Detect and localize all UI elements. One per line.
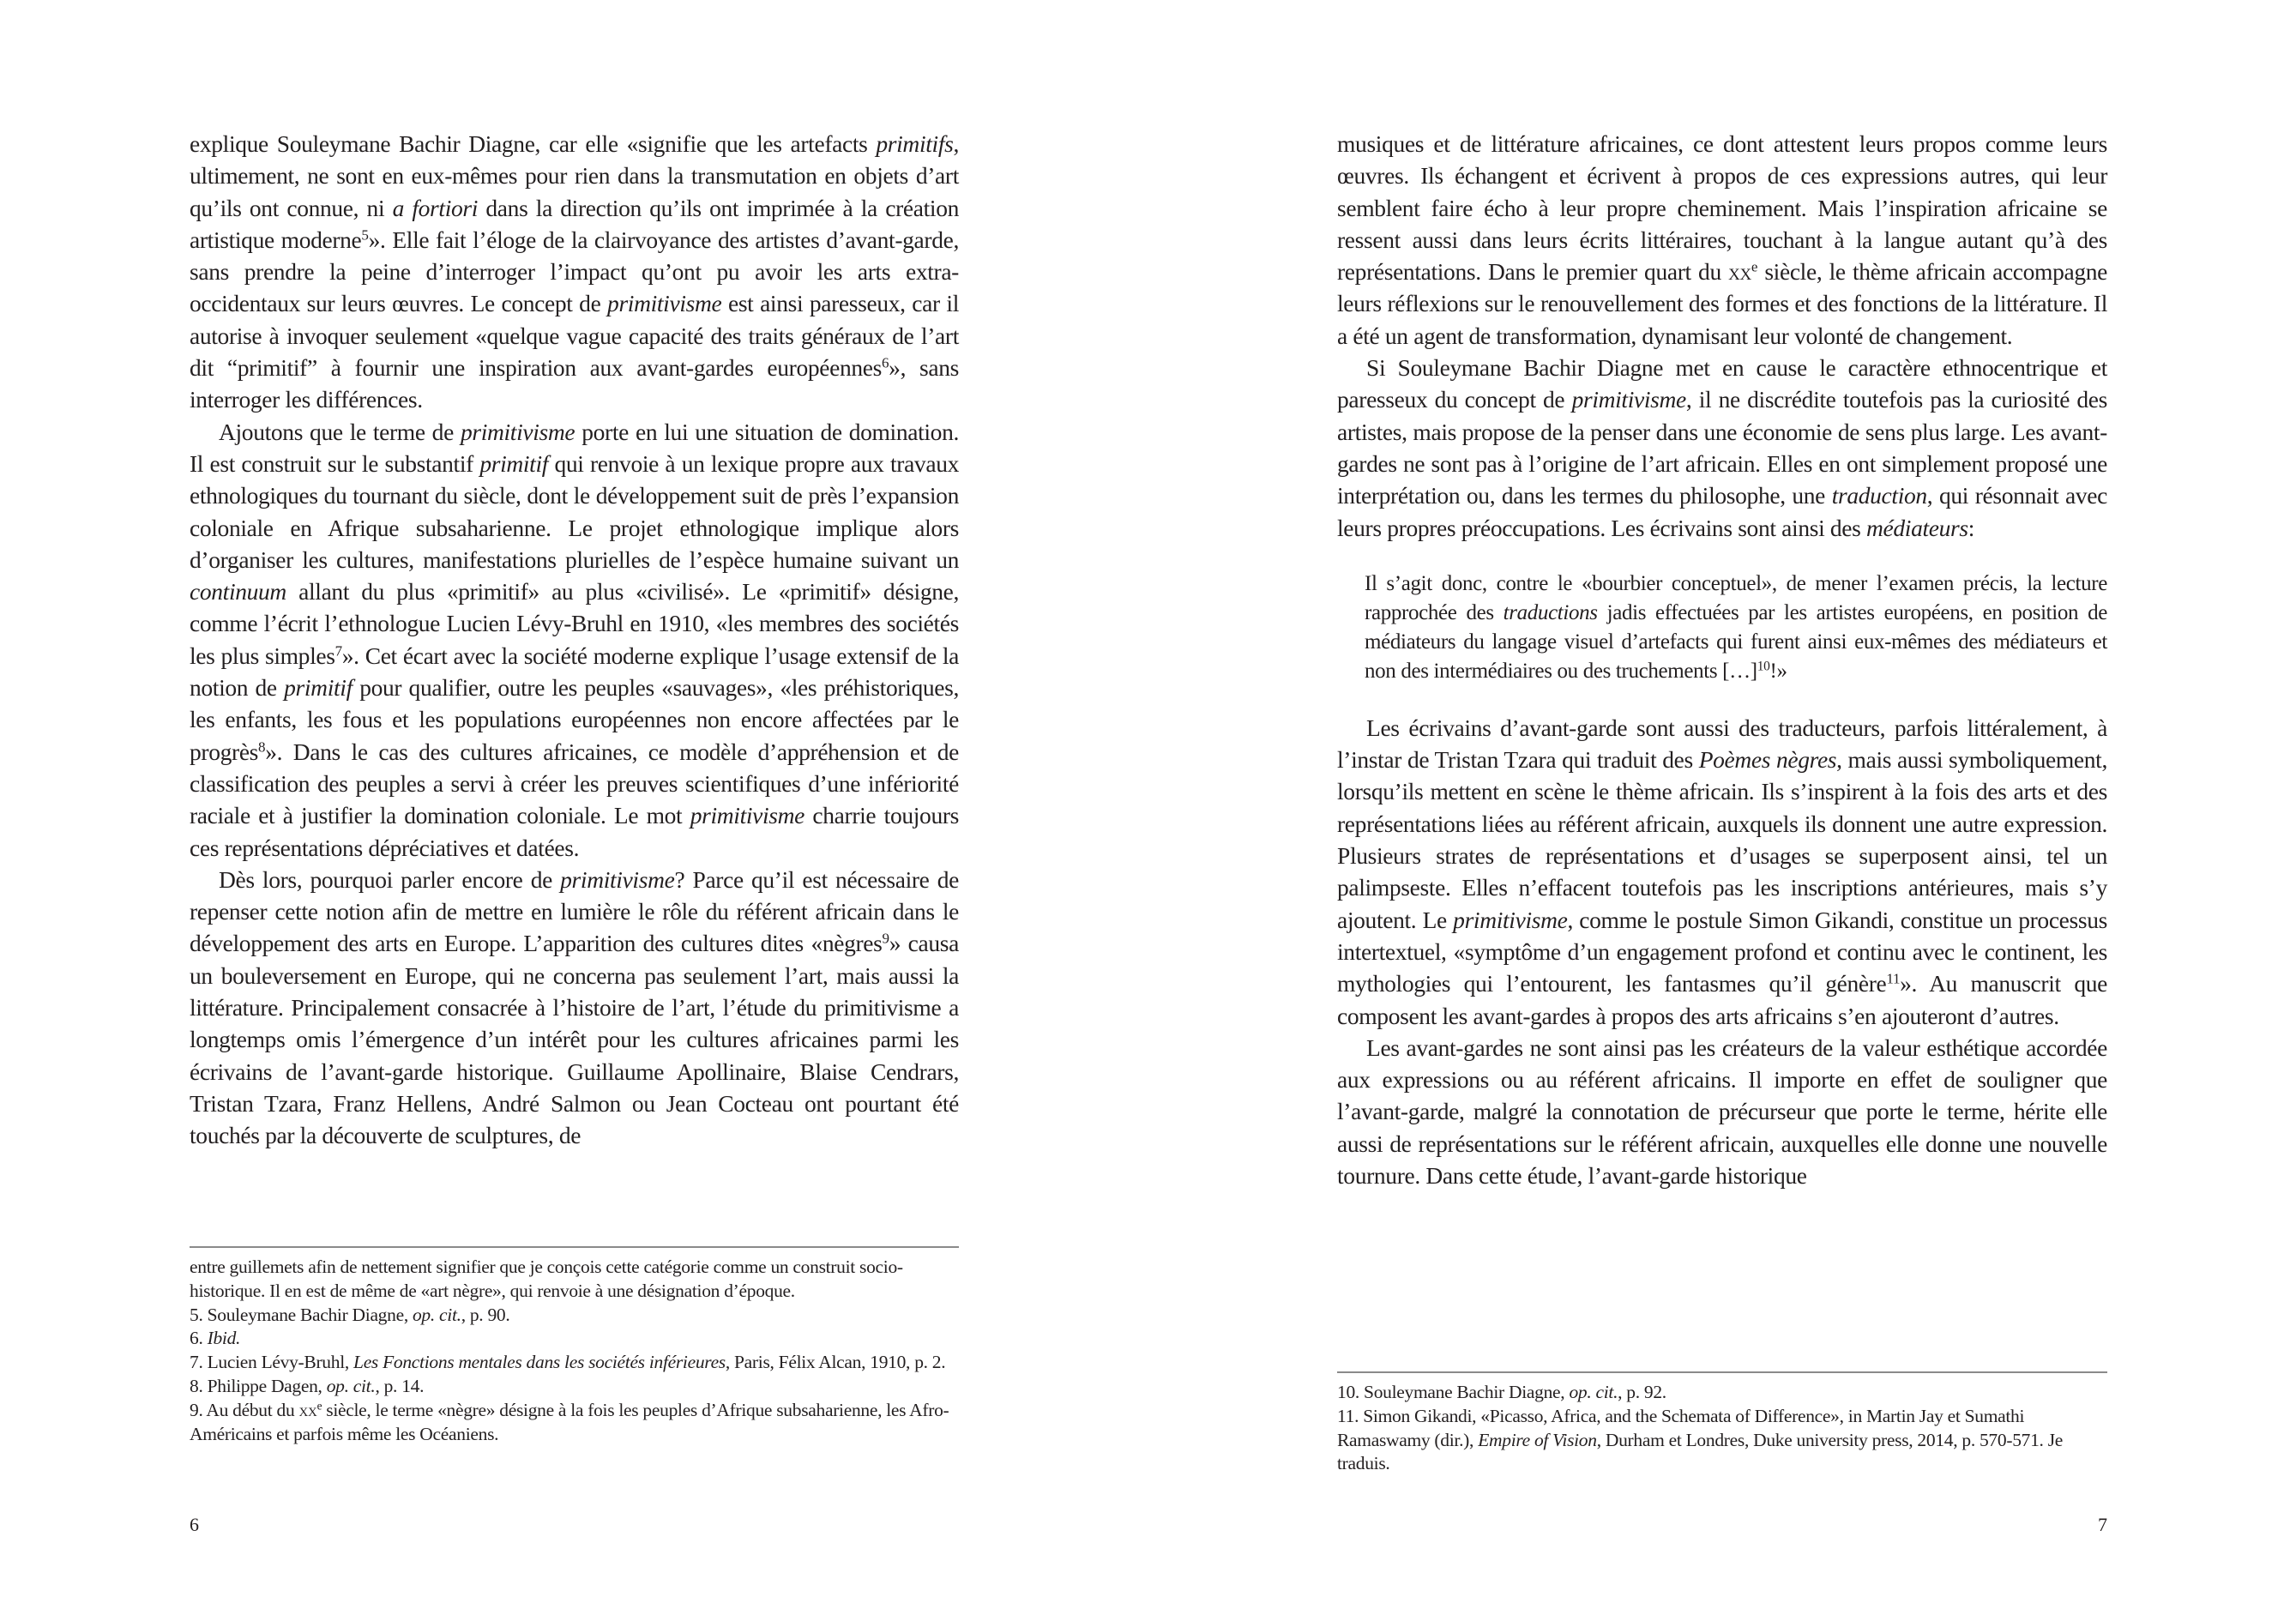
italic-text: Les Fonctions mentales dans les sociétés inférieures — [353, 1352, 726, 1373]
text-run: , mais aussi symboliquement, lorsqu’ils mettent en scène le thème africain. Ils s’inspirent à la fois des arts et des représentations liées au référent africain, auxquels ils donnent une autre expression. Plusieurs strates de représentations et d’usages se superposent ainsi, tel un palimpseste. Elles n’effacent toutefois pas les inscriptions antérieures, mais s’y ajoutent. Le — [1337, 746, 2107, 933]
italic-text: primitivisme — [560, 865, 675, 893]
footnote — [1337, 1405, 2107, 1476]
footnote — [190, 1304, 959, 1328]
text-run: jadis effectuées par les artistes européens, en position de médiateurs du langage visuel d’artefacts qui furent ainsi eux-mêmes des médiateurs et non des intermédiaires ou des truchements […] — [1365, 600, 2107, 683]
left-body-text — [190, 128, 959, 1152]
paragraph — [190, 416, 959, 864]
text-run: , Durham et Londres, Duke university press, 2014, p. 570-571. Je traduis. — [1337, 1429, 2064, 1474]
text-run: , il ne discrédite toutefois pas la curiosité des artistes, mais propose de la penser dans une économie de sens plus large. Les avant-gardes ne sont pas à l’origine de l’art africain. Elles en ont simplement proposé une interprétation ou, dans les termes du philosophe, une — [1337, 386, 2107, 509]
text-run: , ultimement, ne sont en eux-mêmes pour rien dans la transmutation en objets d’art qu’ils ont connue, ni — [190, 130, 959, 221]
italic-text: op. cit. — [412, 1304, 461, 1325]
left-text-column — [190, 0, 959, 1621]
text-run: pour qualifier, outre les peuples «sauvages», «les préhistoriques, les enfants, les fous et les populations européennes non encore affectées par le progrès — [190, 674, 959, 765]
text-run: Ajoutons que le terme de — [219, 418, 461, 445]
text-run: Les écrivains d’avant-garde sont aussi des traducteurs, parfois littéralement, à l’instar de Tristan Tzara qui traduit des — [1337, 714, 2107, 774]
italic-text: Poèmes nègres — [1698, 746, 1837, 774]
footnote-ref: e — [1751, 258, 1758, 275]
italic-text: Empire of Vision — [1478, 1429, 1597, 1450]
right-body-text — [1337, 128, 2107, 1191]
text-run: ». Elle fait l’éloge de la clairvoyance des artistes d’avant-garde, sans prendre la peine d’interroger l’impact qu’ont pu avoir les arts extra-occidentaux sur leurs œuvres. Le concept de — [190, 226, 959, 317]
footnote-separator — [190, 1246, 959, 1248]
text-run: 10. Souleymane Bachir Diagne, — [1337, 1382, 1570, 1402]
text-run: qui renvoie à un lexique propre aux travaux ethnologiques du tournant du siècle, dont le développement suit de près l’expansion coloniale en Afrique subsaharienne. Le projet ethnologique implique alors d’organiser les cultures, manifestations plurielles de l’espèce humaine suivant un — [190, 449, 959, 573]
text-run: musiques et de littérature africaines, ce dont attestent leurs propos comme leurs œuvres. Ils échangent et écrivent à propos de ces expressions autres, qui leur semblent faire écho à leur propre cheminement. Mais l’inspiration africaine se ressent aussi dans leurs écrits littéraires, touchant à la langue autant qu’à des représentations. Dans le premier quart du — [1337, 130, 2107, 286]
italic-text: primitivisme — [607, 290, 722, 317]
footnote-ref: 6 — [882, 354, 889, 371]
italic-text: traductions — [1503, 600, 1598, 624]
text-run: est ainsi paresseux, car il autorise à invoquer seulement «quelque vague capacité des traits généraux de l’art dit “primitif” à fournir une inspiration aux avant-gardes européennes — [190, 290, 960, 382]
text-run: porte en lui une situation de domination. Il est construit sur le substantif — [190, 418, 959, 477]
text-run: Dès lors, pourquoi parler encore de — [219, 865, 561, 893]
text-run: !» — [1769, 659, 1787, 683]
italic-text: op. cit. — [1569, 1382, 1618, 1402]
italic-text: primitivisme — [1571, 386, 1686, 413]
text-run: 8. Philippe Dagen, — [190, 1375, 327, 1396]
text-run: xx — [298, 1399, 317, 1420]
right-text-column — [1337, 0, 2107, 1621]
text-run: ». Cet écart avec la société moderne explique l’usage extensif de la notion de — [190, 642, 959, 702]
footnote — [190, 1327, 959, 1351]
text-run: 11. Simon Gikandi, «Picasso, Africa, and the Schemata of Difference», in Martin Jay et Sumathi Ramaswamy (dir.), — [1337, 1405, 2025, 1450]
italic-text: primitivisme — [690, 802, 805, 829]
paragraph — [1337, 352, 2107, 544]
footnote-ref: e — [316, 1399, 322, 1413]
footnote-ref: 9 — [882, 931, 889, 948]
italic-text: a fortiori — [392, 194, 479, 221]
text-run: ». Dans le cas des cultures africaines, ce modèle d’appréhension et de classification des peuples a servi à créer les preuves scientifiques d’une infériorité raciale et à justifier la domination coloniale. Le mot — [190, 738, 959, 829]
text-run: explique Souleymane Bachir Diagne, car elle «signifie que les artefacts — [190, 130, 877, 157]
paragraph — [190, 864, 959, 1152]
footnote-ref: 5 — [361, 226, 369, 244]
italic-text: primitivisme — [1453, 906, 1568, 933]
footnote-ref: 11 — [1886, 970, 1901, 987]
italic-text: Ibid. — [207, 1328, 241, 1349]
right-footnotes — [1337, 1381, 2107, 1476]
text-run: , comme le postule Simon Gikandi, constitue un processus intertextuel, «symptôme d’un engagement profond et continu avec le continent, les mythologies qui l’entourent, les fantasmes qu’il génère — [1337, 906, 2107, 997]
text-run: : — [1968, 514, 1975, 541]
footnote-ref: 7 — [334, 642, 342, 660]
paragraph — [1337, 1032, 2107, 1191]
text-run: siècle, le thème africain accompagne leurs réflexions sur le renouvellement des formes et des fonctions de la littérature. Il a été un agent de transformation, dynamisant leur volonté de changement. — [1337, 258, 2108, 349]
block-quote — [1365, 569, 2107, 686]
text-run: allant du plus «primitif» au plus «civilisé». Le «primitif» désigne, comme l’écrit l’ethnologue Lucien Lévy-Bruhl en 1910, «les membres des sociétés les plus simples — [190, 578, 959, 669]
footnote — [1337, 1381, 2107, 1405]
page-number-right: 7 — [2098, 1514, 2107, 1535]
footnote-ref: 8 — [258, 738, 266, 756]
text-run: , Paris, Félix Alcan, 1910, p. 2. — [725, 1352, 946, 1373]
text-run: 7. Lucien Lévy-Bruhl, — [190, 1352, 354, 1373]
text-run: dans la direction qu’ils ont imprimée à la création artistique moderne — [190, 194, 959, 253]
italic-text: primitivisme — [460, 418, 576, 445]
paragraph — [190, 128, 959, 416]
italic-text: primitifs — [876, 130, 954, 157]
text-run: entre guillemets afin de nettement signifier que je conçois cette catégorie comme un construit socio-historique. Il en est de même de «art nègre», qui renvoie à une désignation d’époque. — [190, 1256, 903, 1301]
text-run: siècle, le terme «nègre» désigne à la fois les peuples d’Afrique subsaharienne, les Afro-Américains et parfois même les Océaniens. — [190, 1399, 949, 1444]
text-run: , p. 90. — [461, 1304, 510, 1325]
italic-text: primitif — [284, 674, 353, 702]
italic-text: traduction — [1831, 482, 1927, 509]
text-run: , p. 92. — [1618, 1382, 1666, 1402]
text-run: , p. 14. — [375, 1375, 425, 1396]
text-run: 5. Souleymane Bachir Diagne, — [190, 1304, 413, 1325]
footnote — [190, 1351, 959, 1375]
text-run: charrie toujours ces représentations dépréciatives et datées. — [190, 802, 960, 861]
footnote — [190, 1399, 959, 1447]
text-run: ? Parce qu’il est nécessaire de repenser cette notion afin de mettre en lumière le rôle du référent africain dans le développement des arts en Europe. L’apparition des cultures dites «nègres — [190, 865, 959, 957]
footnote-separator — [1337, 1371, 2107, 1373]
footnote — [190, 1256, 959, 1304]
text-run: 9. Au début du — [190, 1399, 299, 1420]
paragraph — [1337, 128, 2107, 352]
footnote-ref: 10 — [1757, 659, 1770, 674]
text-run: Il s’agit donc, contre le «bourbier conceptuel», de mener l’examen précis, la lecture rapprochée des — [1365, 571, 2107, 624]
text-run: xx — [1728, 258, 1751, 286]
footnote — [190, 1375, 959, 1399]
text-run: 6. — [190, 1328, 208, 1349]
text-run: Les avant-gardes ne sont ainsi pas les créateurs de la valeur esthétique accordée aux expressions ou au référent africains. Il importe en effet de souligner que l’avant-garde, malgré la connotation de précurseur que porte le terme, hérite elle aussi de représentations sur le référent africain, auxquelles elle donne une nouvelle tournure. Dans cette étude, l’avant-garde historique — [1337, 1033, 2107, 1190]
italic-text: op. cit. — [326, 1375, 376, 1396]
text-run: », sans interroger les différences. — [190, 354, 959, 413]
left-footnotes — [190, 1256, 959, 1446]
page-number-left: 6 — [190, 1514, 199, 1535]
italic-text: médiateurs — [1866, 514, 1968, 541]
italic-text: continuum — [190, 578, 286, 606]
text-run: » causa un bouleversement en Europe, qui ne concerna pas seulement l’art, mais aussi la littérature. Principalement consacrée à l’histoire de l’art, l’étude du primitivisme a longtemps omis l’émergence d’un intérêt pour les cultures africaines parmi les écrivains de l’avant-garde historique. Guillaume Apollinaire, Blaise Cendrars, Tristan Tzara, Franz Hellens, André Salmon ou Jean Cocteau ont pourtant été touchés par la découverte de sculptures, de — [190, 930, 959, 1149]
text-run: ». Au manuscrit que composent les avant-gardes à propos des arts africains s’en ajouteront d’autres. — [1337, 970, 2107, 1029]
text-run: , qui résonnait avec leurs propres préoccupations. Les écrivains sont ainsi des — [1337, 482, 2108, 541]
text-run: Si Souleymane Bachir Diagne met en cause le caractère ethnocentrique et paresseux du concept de — [1337, 354, 2107, 413]
paragraph — [1337, 712, 2107, 1032]
italic-text: primitif — [479, 449, 549, 477]
